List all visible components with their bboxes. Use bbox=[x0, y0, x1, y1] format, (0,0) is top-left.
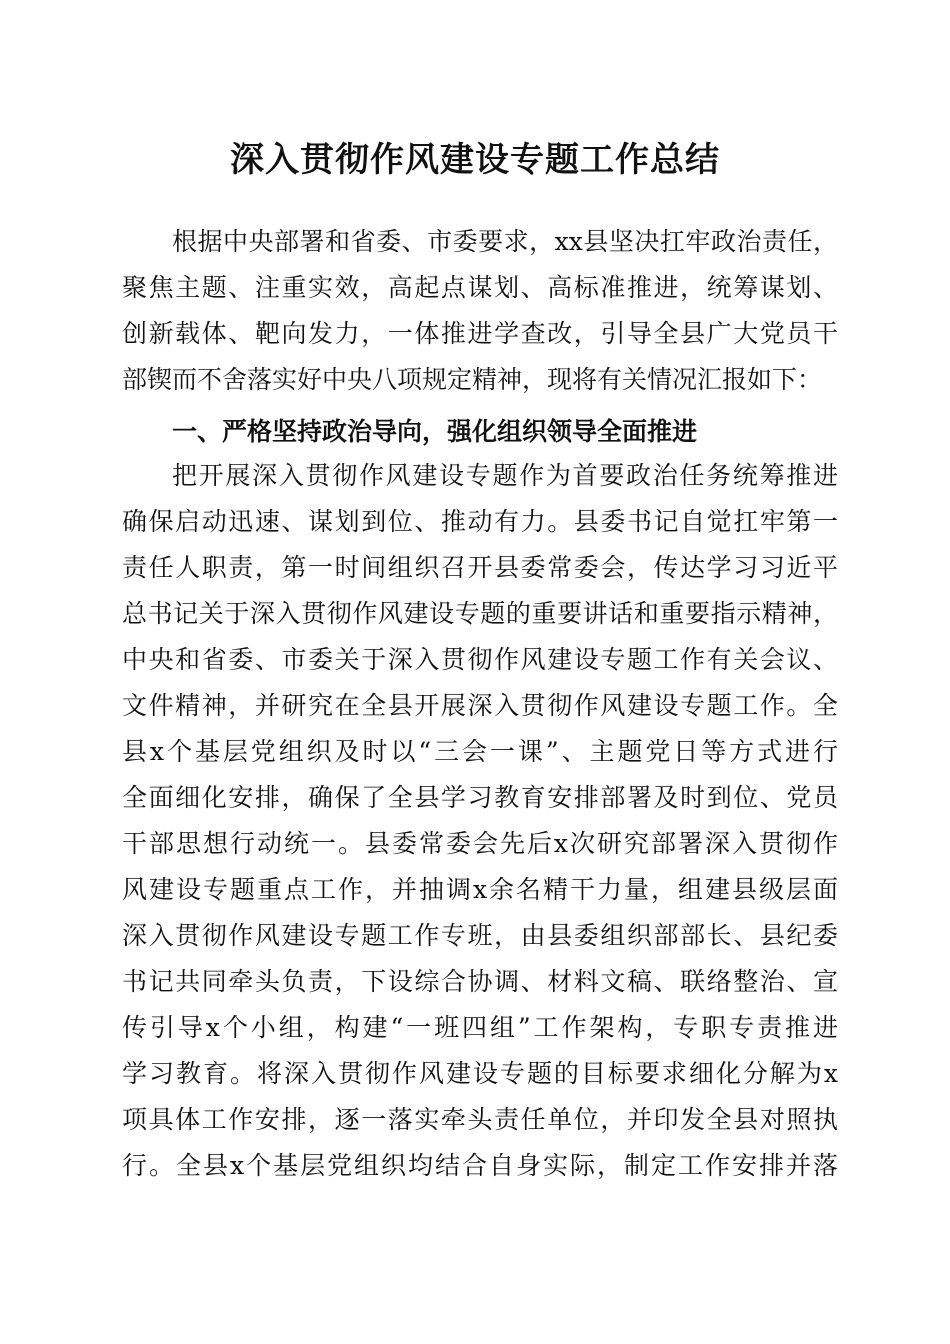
body-line: 责任人职责，第一时间组织召开县委常委会，传达学习习近平 bbox=[122, 553, 838, 582]
body-line: 干部思想行动统一。县委常委会先后x次研究部署深入贯彻作 bbox=[122, 829, 838, 858]
body-line: 项具体工作安排，逐一落实牵头责任单位，并印发全县对照执 bbox=[122, 1105, 838, 1134]
body-line: 行。全县x个基层党组织均结合自身实际，制定工作安排并落 bbox=[122, 1151, 838, 1180]
body-line: 全面细化安排，确保了全县学习教育安排部署及时到位、党员 bbox=[122, 783, 838, 812]
body-line: 深入贯彻作风建设专题工作专班，由县委组织部部长、县纪委 bbox=[122, 921, 838, 950]
section-heading: 一、严格坚持政治导向，强化组织领导全面推进 bbox=[172, 417, 698, 446]
body-line: 风建设专题重点工作，并抽调x余名精干力量，组建县级层面 bbox=[122, 875, 838, 904]
body-line: 文件精神，并研究在全县开展深入贯彻作风建设专题工作。全 bbox=[122, 691, 838, 720]
intro-line: 创新载体、靶向发力，一体推进学查改，引导全县广大党员干 bbox=[122, 319, 838, 348]
body-line: 中央和省委、市委关于深入贯彻作风建设专题工作有关会议、 bbox=[122, 645, 838, 674]
intro-line: 部锲而不舍落实好中央八项规定精神，现将有关情况汇报如下： bbox=[122, 365, 823, 394]
body-line: 总书记关于深入贯彻作风建设专题的重要讲话和重要指示精神， bbox=[122, 599, 838, 628]
document-title: 深入贯彻作风建设专题工作总结 bbox=[230, 140, 720, 180]
body-line: 传引导x个小组，构建“一班四组”工作架构，专职专责推进 bbox=[122, 1013, 838, 1042]
body-line: 学习教育。将深入贯彻作风建设专题的目标要求细化分解为x bbox=[122, 1059, 838, 1088]
intro-line: 聚焦主题、注重实效，高起点谋划、高标准推进，统筹谋划、 bbox=[122, 273, 838, 302]
body-line: 县x个基层党组织及时以“三会一课”、主题党日等方式进行 bbox=[122, 737, 838, 766]
body-line: 确保启动迅速、谋划到位、推动有力。县委书记自觉扛牢第一 bbox=[122, 507, 838, 536]
body-line: 把开展深入贯彻作风建设专题作为首要政治任务统筹推进 bbox=[172, 461, 838, 490]
intro-line: 根据中央部署和省委、市委要求，xx县坚决扛牢政治责任， bbox=[172, 227, 838, 256]
body-line: 书记共同牵头负责，下设综合协调、材料文稿、联络整治、宣 bbox=[122, 967, 838, 996]
